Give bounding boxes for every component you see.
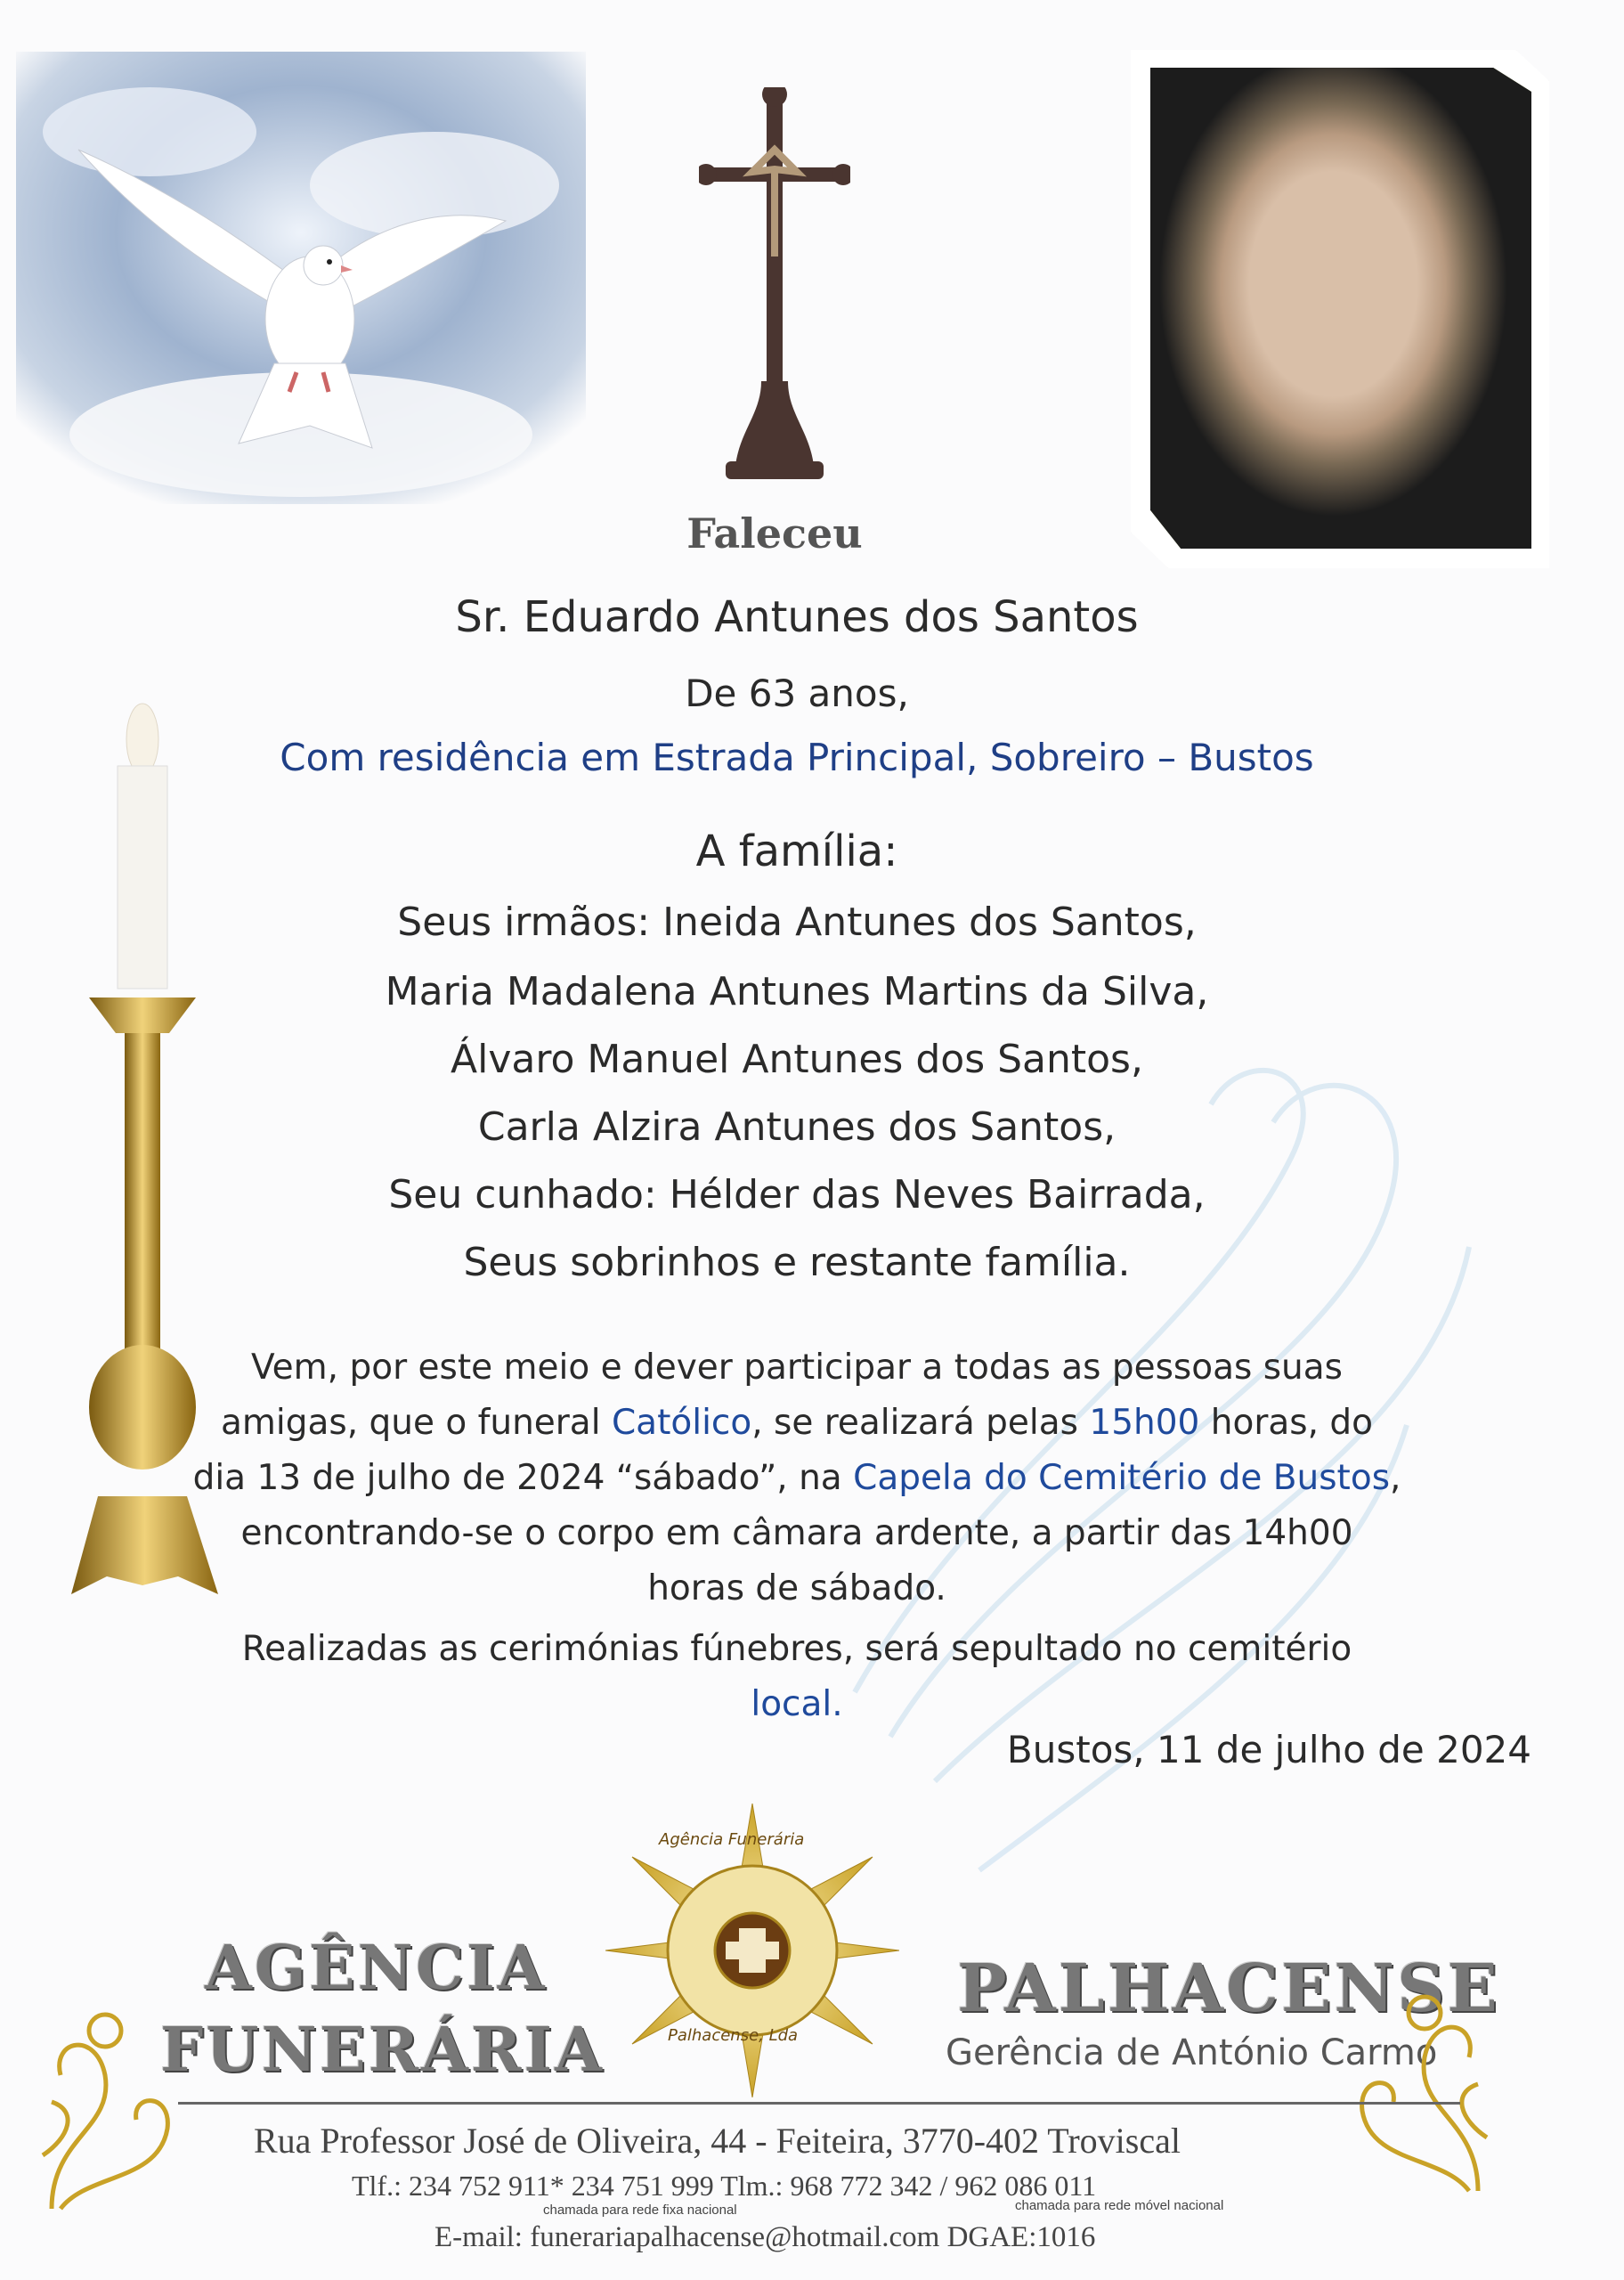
- announcement-heading: Faleceu: [686, 509, 863, 558]
- flourish-ornament: [1344, 1977, 1496, 2200]
- text-span: amigas, que o funeral: [221, 1403, 612, 1443]
- funeral-line: encontrando-se o corpo em câmara ardente, a partir das 14h00: [240, 1513, 1353, 1553]
- time-highlight: 15h00: [1089, 1403, 1200, 1443]
- footer-divider: [178, 2102, 1460, 2105]
- text-span: dia 13 de julho de 2024 “sábado”, na: [192, 1458, 854, 1498]
- family-line: Seus irmãos: Ineida Antunes dos Santos,: [397, 900, 1197, 945]
- family-line: Maria Madalena Antunes Martins da Silva,: [385, 969, 1209, 1014]
- agency-address: Rua Professor José de Oliveira, 44 - Feiteira, 3770-402 Troviscal: [254, 2121, 1181, 2161]
- family-line: Carla Alzira Antunes dos Santos,: [477, 1104, 1116, 1150]
- phone-note-landline: chamada para rede fixa nacional: [543, 2203, 737, 2218]
- text-span: , se realizará pelas: [751, 1403, 1090, 1443]
- agency-name-line2: FUNERÁRIA: [160, 2015, 605, 2086]
- date-place: Bustos, 11 de julho de 2024: [1006, 1728, 1531, 1771]
- text-span: horas, do: [1199, 1403, 1373, 1443]
- agency-email: E-mail: funerariapalhacense@hotmail.com DGAE:1016: [434, 2221, 1096, 2253]
- seal-text-bottom: Palhacense, Lda: [668, 2026, 799, 2045]
- religion-highlight: Católico: [611, 1403, 752, 1443]
- phone-note-mobile: chamada para rede móvel nacional: [1015, 2198, 1224, 2213]
- family-line: Seus sobrinhos e restante família.: [463, 1240, 1131, 1285]
- funeral-line: Realizadas as cerimónias fúnebres, será sepultado no cemitério: [241, 1629, 1352, 1669]
- seal-text-top: Agência Funerária: [659, 1830, 805, 1849]
- funeral-text: [142, 1340, 1451, 1732]
- deceased-residence: Com residência em Estrada Principal, Sobreiro – Bustos: [280, 736, 1314, 779]
- family-line: Seu cunhado: Hélder das Neves Bairrada,: [388, 1172, 1206, 1217]
- deceased-age: De 63 anos,: [685, 672, 909, 715]
- funeral-line: [142, 1451, 1451, 1506]
- portrait-photo: [1150, 68, 1531, 549]
- funeral-line: Vem, por este meio e dever participar a todas as pessoas suas: [251, 1348, 1343, 1388]
- agency-name-line1: AGÊNCIA: [205, 1933, 548, 2004]
- location-highlight: Capela do Cemitério de Bustos: [853, 1458, 1391, 1498]
- text-span: ,: [1390, 1458, 1401, 1498]
- family-title: A família:: [695, 826, 898, 876]
- dove-image: [16, 52, 586, 504]
- crucifix-icon: [699, 87, 850, 479]
- agency-management: Gerência de António Carmo: [946, 2032, 1438, 2073]
- family-line: Álvaro Manuel Antunes dos Santos,: [451, 1037, 1143, 1082]
- agency-phones: Tlf.: 234 752 911* 234 751 999 Tlm.: 968 772 342 / 962 086 011: [352, 2170, 1097, 2202]
- flourish-ornament: [34, 1995, 185, 2218]
- funeral-line: [142, 1396, 1451, 1451]
- funeral-line: horas de sábado.: [647, 1568, 946, 1608]
- agency-name-line3: PALHACENSE: [957, 1950, 1500, 2027]
- funeral-line: local.: [751, 1684, 843, 1724]
- deceased-name: Sr. Eduardo Antunes dos Santos: [455, 592, 1139, 642]
